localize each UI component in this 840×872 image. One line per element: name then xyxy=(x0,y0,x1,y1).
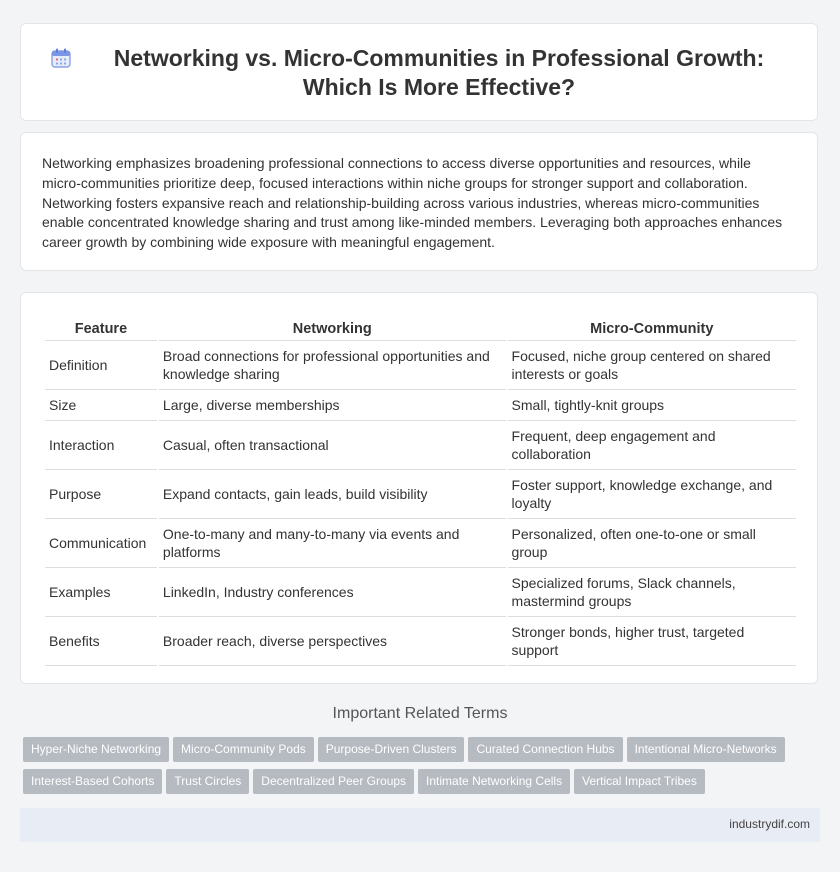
micro-community-cell: Specialized forums, Slack channels, mastermind groups xyxy=(508,568,796,617)
related-terms-list xyxy=(23,737,803,801)
title-block xyxy=(49,44,799,102)
comparison-table xyxy=(43,314,798,666)
related-term-tag[interactable]: Hyper-Niche Networking xyxy=(23,737,169,762)
networking-cell: Expand contacts, gain leads, build visibility xyxy=(159,470,506,519)
related-term-tag[interactable]: Purpose-Driven Clusters xyxy=(318,737,465,762)
feature-cell: Benefits xyxy=(45,617,157,666)
related-term-tag[interactable]: Trust Circles xyxy=(166,769,249,794)
feature-cell: Communication xyxy=(45,519,157,568)
header-feature: Feature xyxy=(45,314,157,341)
table-row xyxy=(45,568,796,617)
networking-cell: LinkedIn, Industry conferences xyxy=(159,568,506,617)
networking-cell: Casual, often transactional xyxy=(159,421,506,470)
feature-cell: Definition xyxy=(45,341,157,390)
comparison-card xyxy=(20,292,818,684)
networking-cell: Large, diverse memberships xyxy=(159,390,506,421)
table-row xyxy=(45,390,796,421)
networking-cell: Broader reach, diverse perspectives xyxy=(159,617,506,666)
related-term-tag[interactable]: Decentralized Peer Groups xyxy=(253,769,414,794)
table-row xyxy=(45,470,796,519)
intro-card xyxy=(20,132,818,271)
table-row xyxy=(45,421,796,470)
feature-cell: Examples xyxy=(45,568,157,617)
header-card xyxy=(20,23,818,121)
related-term-tag[interactable]: Interest-Based Cohorts xyxy=(23,769,162,794)
table-row xyxy=(45,341,796,390)
header-networking: Networking xyxy=(159,314,506,341)
calendar-icon xyxy=(49,46,73,70)
table-row xyxy=(45,617,796,666)
footer-bar xyxy=(20,808,820,842)
feature-cell: Interaction xyxy=(45,421,157,470)
micro-community-cell: Frequent, deep engagement and collaboration xyxy=(508,421,796,470)
header-micro-community: Micro-Community xyxy=(508,314,796,341)
page-title: Networking vs. Micro-Communities in Professional Growth: Which Is More Effective? xyxy=(113,45,765,100)
table-row xyxy=(45,519,796,568)
related-term-tag[interactable]: Curated Connection Hubs xyxy=(468,737,622,762)
feature-cell: Size xyxy=(45,390,157,421)
related-terms-heading: Important Related Terms xyxy=(332,705,508,722)
related-term-tag[interactable]: Intimate Networking Cells xyxy=(418,769,570,794)
micro-community-cell: Foster support, knowledge exchange, and loyalty xyxy=(508,470,796,519)
micro-community-cell: Personalized, often one-to-one or small group xyxy=(508,519,796,568)
related-term-tag[interactable]: Intentional Micro-Networks xyxy=(627,737,785,762)
networking-cell: One-to-many and many-to-many via events and platforms xyxy=(159,519,506,568)
micro-community-cell: Small, tightly-knit groups xyxy=(508,390,796,421)
related-term-tag[interactable]: Vertical Impact Tribes xyxy=(574,769,705,794)
micro-community-cell: Stronger bonds, higher trust, targeted support xyxy=(508,617,796,666)
networking-cell: Broad connections for professional opportunities and knowledge sharing xyxy=(159,341,506,390)
micro-community-cell: Focused, niche group centered on shared interests or goals xyxy=(508,341,796,390)
footer-site-link[interactable]: industrydif.com xyxy=(729,817,810,831)
table-header-row xyxy=(45,314,796,341)
feature-cell: Purpose xyxy=(45,470,157,519)
related-term-tag[interactable]: Micro-Community Pods xyxy=(173,737,314,762)
intro-paragraph: Networking emphasizes broadening professional connections to access diverse opportunities and resources, while micro-communities prioritize deep, focused interactions within niche groups for stronger support and collaboration. Networking fosters expansive reach and relationship-building across various industries, whereas micro-communities enable concentrated knowledge sharing and trust among like-minded members. Leveraging both approaches enhances career growth by combining wide exposure with meaningful engagement. xyxy=(42,155,783,251)
